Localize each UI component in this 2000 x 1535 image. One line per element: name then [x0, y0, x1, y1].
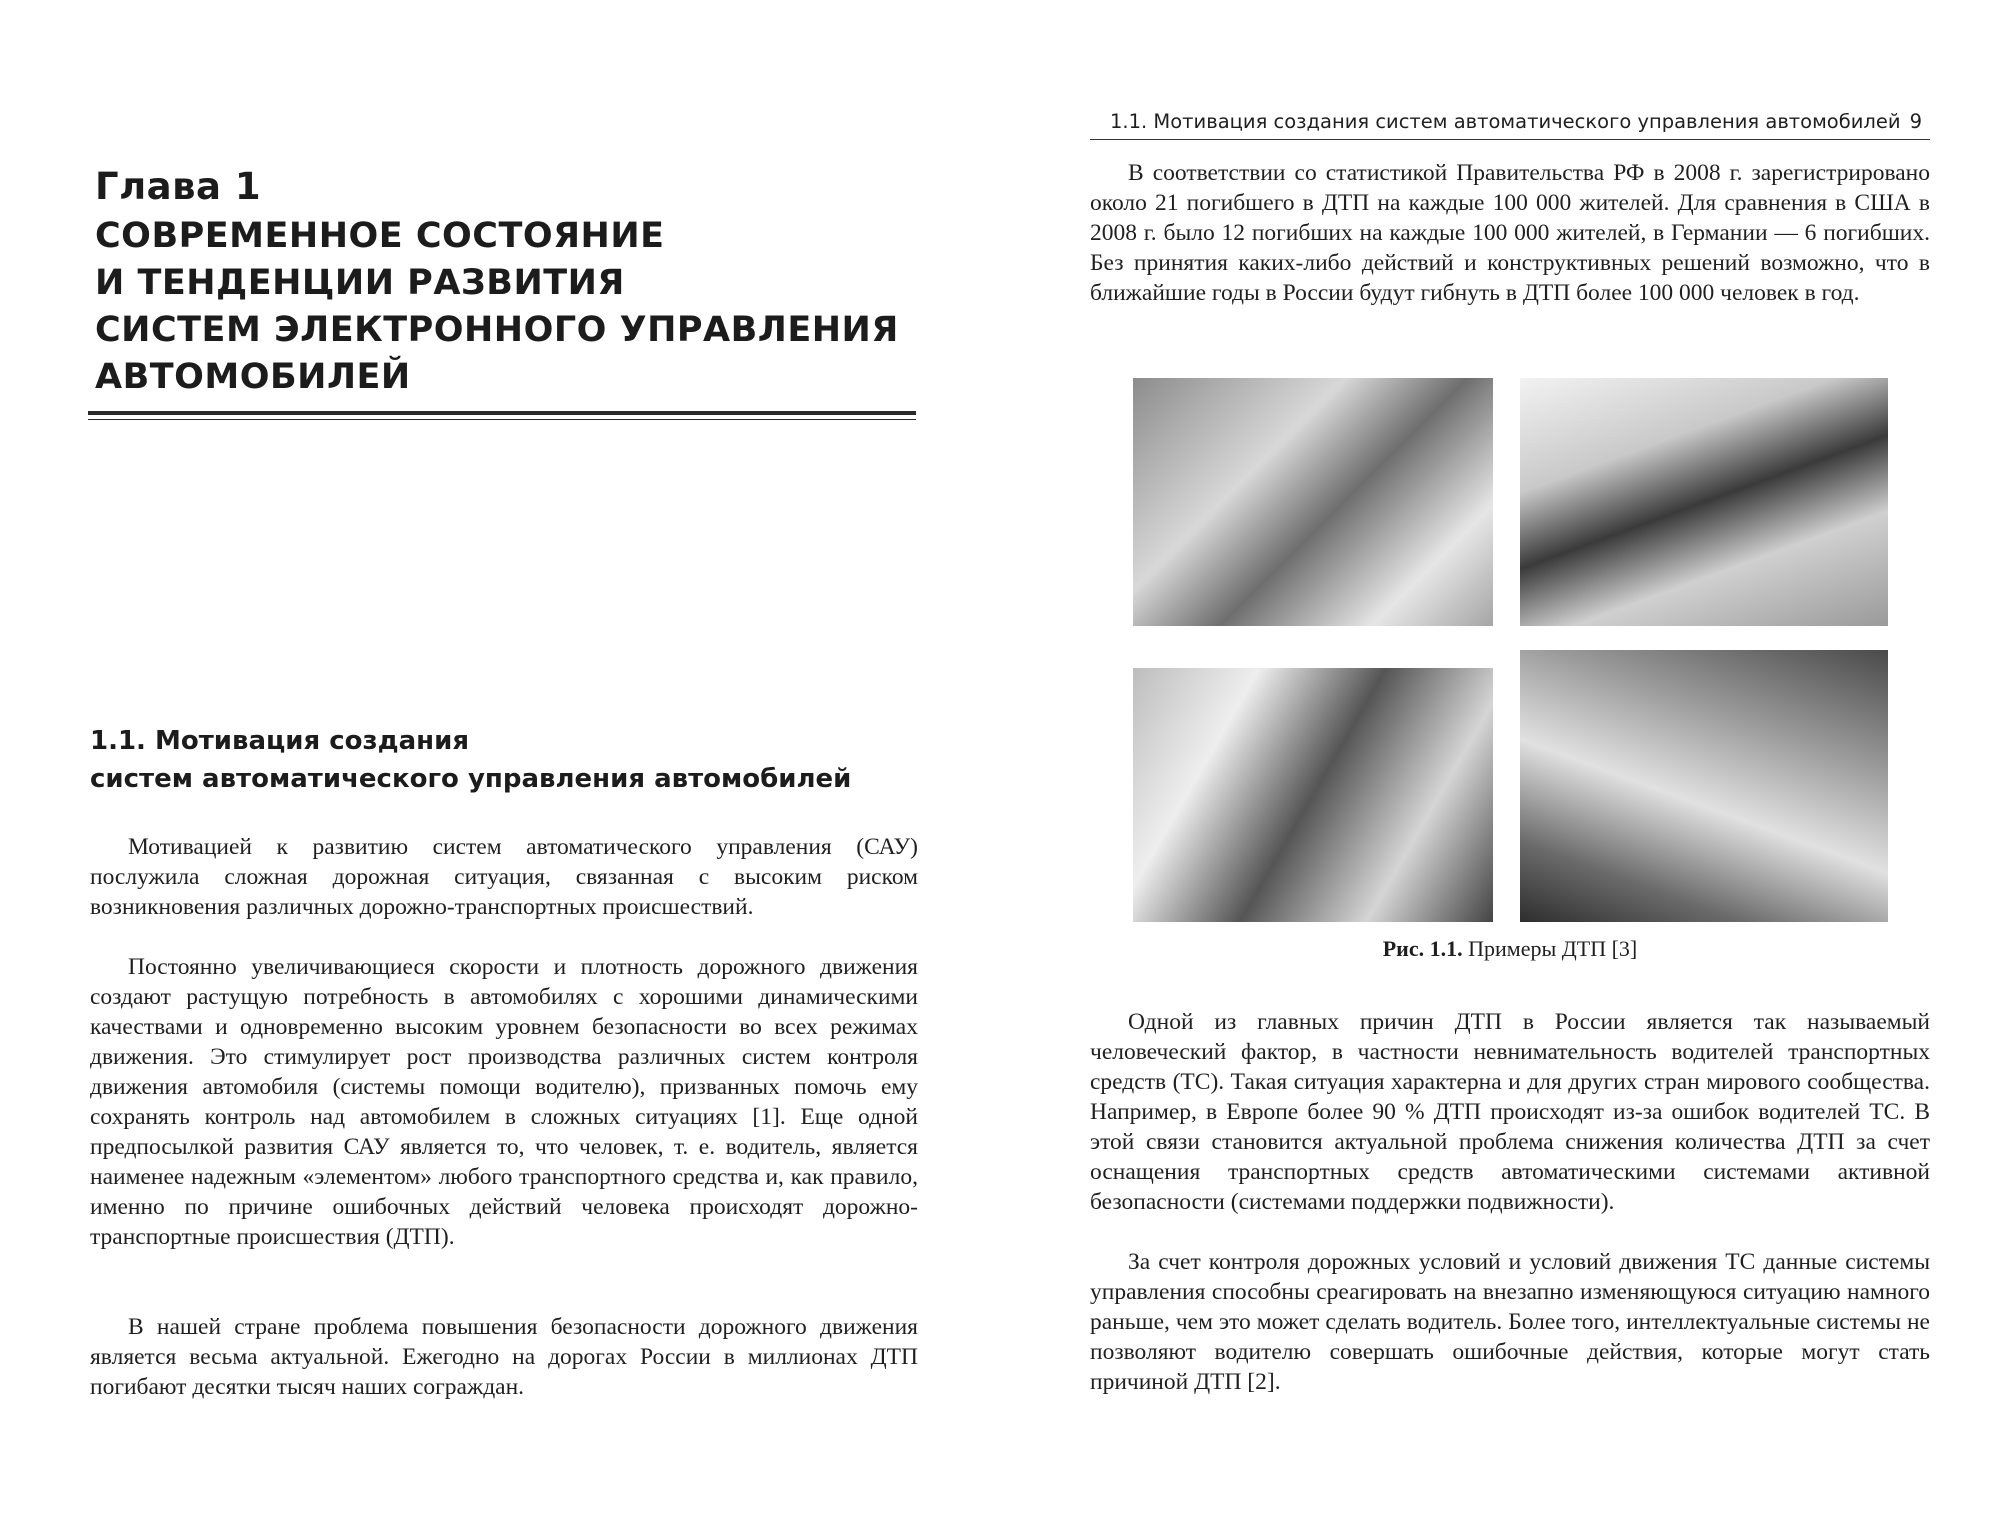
paragraph: В соответствии со статистикой Правительства РФ в 2008 г. зарегистрировано около 21 погибшего в ДТП на каждые 100 000 жителей. Для сравнения в США в 2008 г. было 12 погибших на каждые 100 000 жителей, в Германии — 6 погибших. Без принятия каких-либо действий и конструктивных решений возможно, что в ближайшие годы в России будут гибнуть в ДТП более 100 000 человек в год. [1090, 160, 1930, 306]
running-header [1090, 107, 1930, 140]
figure-caption-text: Примеры ДТП [3] [1468, 936, 1638, 961]
paragraph: Постоянно увеличивающиеся скорости и плотность дорожного движения создают растущую потребность в автомобилях с хорошими динамическими качествами и одновременно высоким уровнем безопасности во всех режимах движения. Это стимулирует рост производства различных систем контроля движения автомобиля (системы помощи водителю), призванных помочь ему сохранять контроль над автомобилем в сложных ситуациях [1]. Еще одной предпосылкой развития САУ является то, что человек, т. е. водитель, является наименее надежным «элементом» любого транспортного средства и, как правило, именно по причине ошибочных действий человека происходят дорожно-транспортные происшествия (ДТП). [90, 954, 918, 1250]
left-page [0, 0, 990, 1535]
chapter-title-line: СОВРЕМЕННОЕ СОСТОЯНИЕ [95, 216, 665, 256]
chapter-title-line: АВТОМОБИЛЕЙ [95, 357, 411, 397]
figure-caption [1090, 936, 1930, 962]
chapter-divider-thin [88, 419, 916, 420]
chapter-divider-thick [88, 411, 916, 415]
paragraph: Мотивацией к развитию систем автоматического управления (САУ) послужила сложная дорожная ситуация, связанная с высоким риском возникновения различных дорожно-транспортных происшествий. [90, 834, 918, 920]
paragraph: Одной из главных причин ДТП в России является так называемый человеческий фактор, в частности невнимательность водителей транспортных средств (ТС). Такая ситуация характерна и для других стран мирового сообщества. Например, в Европе более 90 % ДТП происходят из-за ошибок водителей ТС. В этой связи становится актуальной проблема снижения количества ДТП за счет оснащения транспортных средств автоматическими системами активной безопасности (системами поддержки подвижности). [1090, 1009, 1930, 1215]
section-title [90, 722, 930, 798]
accident-photo [1520, 378, 1888, 626]
figure-label: Рис. 1.1. [1382, 936, 1463, 961]
paragraph: В нашей стране проблема повышения безопасности дорожного движения является весьма актуальной. Ежегодно на дорогах России в миллионах ДТП погибают десятки тысяч наших сограждан. [90, 1314, 918, 1400]
chapter-title-line: СИСТЕМ ЭЛЕКТРОННОГО УПРАВЛЕНИЯ [95, 310, 899, 350]
running-header-title: 1.1. Мотивация создания систем автоматического управления автомобилей [1110, 110, 1901, 133]
chapter-title-line: И ТЕНДЕНЦИИ РАЗВИТИЯ [95, 263, 625, 303]
section-title-line: 1.1. Мотивация создания [90, 726, 470, 756]
page-number: 9 [1909, 110, 1922, 133]
chapter-number: Глава 1 [95, 165, 262, 208]
accident-photo [1133, 378, 1493, 626]
right-page [1010, 0, 2000, 1535]
chapter-title [95, 213, 925, 401]
section-title-line: систем автоматического управления автомобилей [90, 764, 852, 794]
paragraph: За счет контроля дорожных условий и условий движения ТС данные системы управления способны среагировать на внезапно изменяющуюся ситуацию намного раньше, чем это может сделать водитель. Более того, интеллектуальные системы не позволяют водителю совершать ошибочные действия, которые могут стать причиной ДТП [2]. [1090, 1249, 1930, 1395]
accident-photo [1133, 668, 1493, 922]
accident-photo [1520, 650, 1888, 922]
